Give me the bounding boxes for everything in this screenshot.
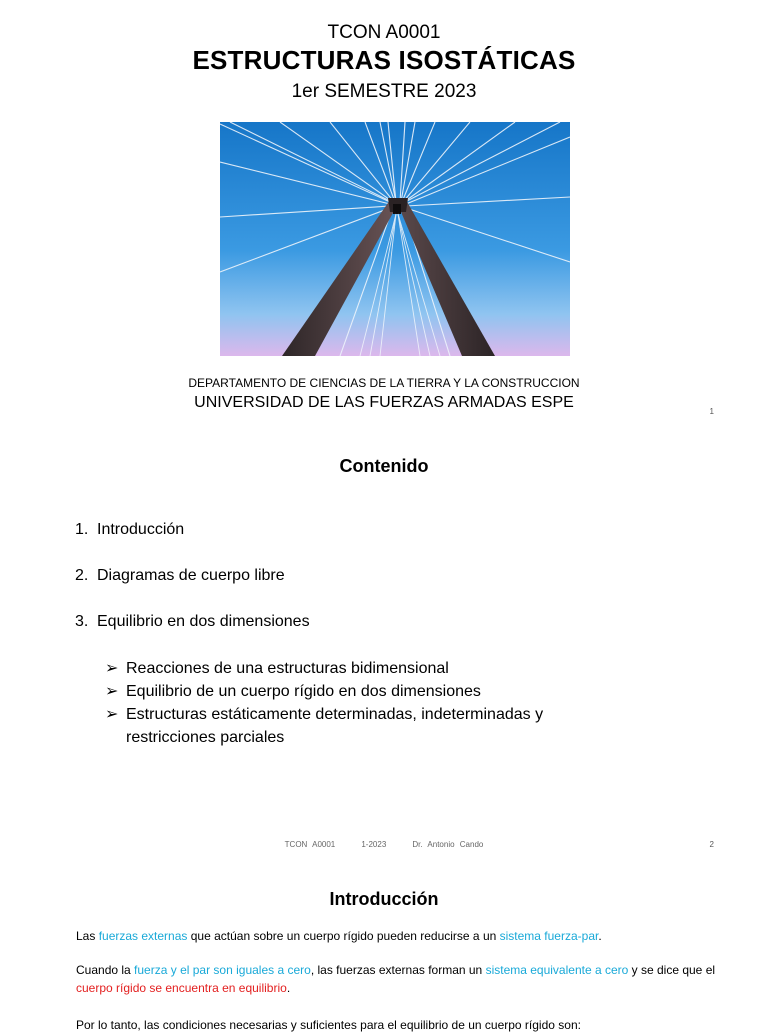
intro-paragraph-1 xyxy=(76,927,716,945)
course-title: ESTRUCTURAS ISOSTÁTICAS xyxy=(192,45,576,75)
intro-paragraph-3: Por lo tanto, las condiciones necesarias y suficientes para el equilibrio de un cuerpo rígido son: xyxy=(76,1018,581,1032)
subtopic-list xyxy=(105,657,625,749)
subtopic-item xyxy=(105,703,625,749)
department-name: DEPARTAMENTO DE CIENCIAS DE LA TIERRA Y LA CONSTRUCCION xyxy=(188,376,580,390)
contents-heading: Contenido xyxy=(339,456,429,476)
subtopic-label: Reacciones de una estructuras bidimensional xyxy=(126,660,449,677)
text-run: , las fuerzas externas forman un xyxy=(310,963,486,977)
contents-item-2 xyxy=(75,567,285,585)
highlight-equivalent-zero: sistema equivalente a cero xyxy=(485,963,629,977)
subtopic-label: Estructuras estáticamente determinadas, indeterminadas y restricciones parciales xyxy=(126,706,544,746)
text-run: . xyxy=(598,929,602,943)
item-label: Equilibrio en dos dimensiones xyxy=(97,613,310,630)
text-run: Cuando la xyxy=(76,963,135,977)
contents-item-1 xyxy=(75,521,184,539)
text-run: . xyxy=(286,981,291,995)
item-number: 1. xyxy=(75,521,89,538)
item-label: Introducción xyxy=(97,521,185,538)
intro-paragraph-2 xyxy=(76,961,716,997)
highlight-force-couple-zero: fuerza y el par son iguales a cero xyxy=(134,963,311,977)
footer-code: TCON A0001 xyxy=(284,840,336,849)
text-run: Las xyxy=(76,929,99,943)
course-code: TCON A0001 xyxy=(327,22,441,43)
slide-footer xyxy=(0,840,768,849)
semester-label: 1er SEMESTRE 2023 xyxy=(291,81,477,102)
bridge-cover-photo xyxy=(220,122,570,356)
item-number: 2. xyxy=(75,567,89,584)
arrow-bullet-icon: ➢ xyxy=(105,706,119,723)
arrow-bullet-icon: ➢ xyxy=(105,660,119,677)
highlight-equilibrium: cuerpo rígido se encuentra en equilibrio xyxy=(76,981,287,995)
intro-heading: Introducción xyxy=(329,889,439,909)
footer-term: 1-2023 xyxy=(361,840,387,849)
contents-item-3 xyxy=(75,613,310,631)
item-number: 3. xyxy=(75,613,89,630)
text-run: y se dice que el xyxy=(628,963,716,977)
text-run: que actúan sobre un cuerpo rígido pueden reducirse a un xyxy=(187,929,500,943)
page-number: 1 xyxy=(709,407,714,416)
item-label: Diagramas de cuerpo libre xyxy=(97,567,285,584)
highlight-external-forces: fuerzas externas xyxy=(98,929,188,943)
subtopic-label: Equilibrio de un cuerpo rígido en dos dimensiones xyxy=(126,683,481,700)
arrow-bullet-icon: ➢ xyxy=(105,683,119,700)
subtopic-item xyxy=(105,680,625,703)
page-number: 2 xyxy=(709,840,714,849)
highlight-force-couple-system: sistema fuerza-par xyxy=(499,929,599,943)
footer-author: Dr. Antonio Cando xyxy=(412,840,484,849)
university-name: UNIVERSIDAD DE LAS FUERZAS ARMADAS ESPE xyxy=(194,394,574,411)
subtopic-item xyxy=(105,657,625,680)
